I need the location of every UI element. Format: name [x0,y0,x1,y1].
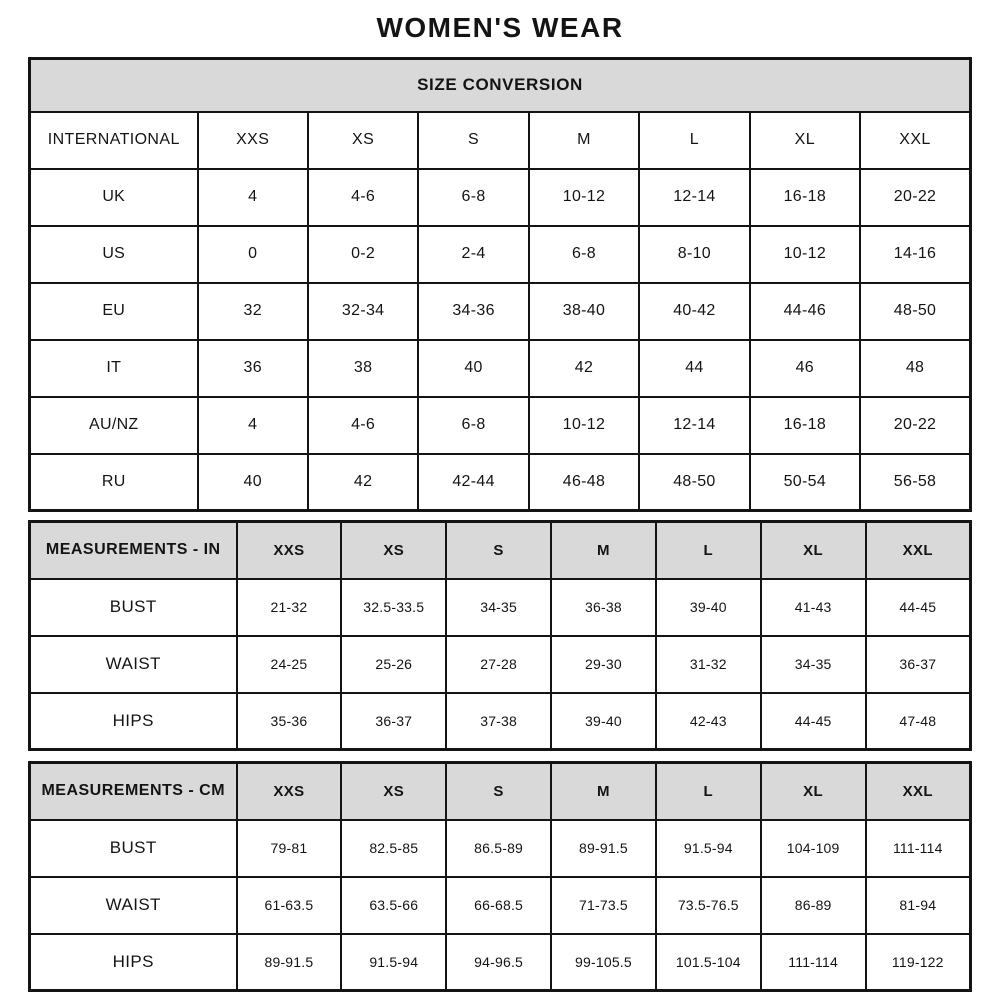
header-cell: XL [761,522,866,579]
value-cell: 42 [308,454,418,511]
value-cell: 10-12 [750,226,860,283]
header-cell: M [551,522,656,579]
table-header-row [30,763,971,820]
value-cell: 8-10 [639,226,749,283]
value-cell: 63.5-66 [341,877,446,934]
value-cell: 89-91.5 [551,820,656,877]
value-cell: 6-8 [418,397,528,454]
value-cell: 91.5-94 [656,820,761,877]
value-cell: 2-4 [418,226,528,283]
header-cell: M [551,763,656,820]
header-cell: XS [341,522,446,579]
row-label-cell: WAIST [30,636,237,693]
header-cell: XXL [866,763,971,820]
value-cell: 20-22 [860,397,970,454]
header-cell: S [446,763,551,820]
value-cell: 101.5-104 [656,934,761,991]
value-cell: 38-40 [529,283,639,340]
value-cell: 12-14 [639,169,749,226]
header-cell: XXS [237,522,342,579]
value-cell: 36 [198,340,308,397]
value-cell: 47-48 [866,693,971,750]
row-label-cell: AU/NZ [30,397,198,454]
header-cell: XXS [237,763,342,820]
table-row [30,820,971,877]
value-cell: 82.5-85 [341,820,446,877]
value-cell: 27-28 [446,636,551,693]
value-cell: 86.5-89 [446,820,551,877]
table-row [30,283,971,340]
value-cell: 38 [308,340,418,397]
value-cell: 4 [198,169,308,226]
table-title-row [30,59,971,112]
value-cell: 56-58 [860,454,970,511]
value-cell: 50-54 [750,454,860,511]
measurements-in-table [28,520,972,751]
value-cell: 4-6 [308,397,418,454]
value-cell: 89-91.5 [237,934,342,991]
value-cell: 35-36 [237,693,342,750]
table-header-row [30,112,971,169]
measurements-cm-table [28,761,972,992]
value-cell: 99-105.5 [551,934,656,991]
value-cell: 36-38 [551,579,656,636]
table-row [30,340,971,397]
value-cell: 16-18 [750,397,860,454]
value-cell: 32-34 [308,283,418,340]
size-conversion-table [28,57,972,512]
value-cell: 61-63.5 [237,877,342,934]
header-cell: L [656,522,761,579]
header-cell: MEASUREMENTS - CM [30,763,237,820]
value-cell: 31-32 [656,636,761,693]
header-cell: XXL [866,522,971,579]
value-cell: 37-38 [446,693,551,750]
value-cell: 66-68.5 [446,877,551,934]
value-cell: 40-42 [639,283,749,340]
value-cell: 91.5-94 [341,934,446,991]
table-row [30,636,971,693]
value-cell: 24-25 [237,636,342,693]
value-cell: 81-94 [866,877,971,934]
value-cell: 44 [639,340,749,397]
value-cell: 12-14 [639,397,749,454]
value-cell: 34-35 [446,579,551,636]
header-cell: L [656,763,761,820]
value-cell: 29-30 [551,636,656,693]
value-cell: 79-81 [237,820,342,877]
value-cell: 16-18 [750,169,860,226]
value-cell: 94-96.5 [446,934,551,991]
value-cell: 44-45 [866,579,971,636]
value-cell: 39-40 [656,579,761,636]
table-row [30,454,971,511]
value-cell: 10-12 [529,169,639,226]
table-row [30,579,971,636]
value-cell: 46-48 [529,454,639,511]
value-cell: 34-35 [761,636,866,693]
table-row [30,934,971,991]
header-cell: L [639,112,749,169]
header-cell: S [446,522,551,579]
value-cell: 41-43 [761,579,866,636]
header-cell: XS [341,763,446,820]
header-cell: M [529,112,639,169]
value-cell: 71-73.5 [551,877,656,934]
table-header-row [30,522,971,579]
value-cell: 25-26 [341,636,446,693]
table-row [30,169,971,226]
value-cell: 111-114 [761,934,866,991]
header-cell: XXL [860,112,970,169]
value-cell: 34-36 [418,283,528,340]
header-cell: MEASUREMENTS - IN [30,522,237,579]
row-label-cell: BUST [30,820,237,877]
value-cell: 39-40 [551,693,656,750]
value-cell: 20-22 [860,169,970,226]
value-cell: 6-8 [418,169,528,226]
value-cell: 32.5-33.5 [341,579,446,636]
table-row [30,693,971,750]
table-title: SIZE CONVERSION [30,59,971,112]
header-cell: XS [308,112,418,169]
value-cell: 14-16 [860,226,970,283]
value-cell: 119-122 [866,934,971,991]
value-cell: 4 [198,397,308,454]
row-label-cell: US [30,226,198,283]
table-row [30,397,971,454]
row-label-cell: UK [30,169,198,226]
row-label-cell: BUST [30,579,237,636]
value-cell: 6-8 [529,226,639,283]
value-cell: 44-45 [761,693,866,750]
value-cell: 48 [860,340,970,397]
value-cell: 42 [529,340,639,397]
table-row [30,877,971,934]
value-cell: 42-44 [418,454,528,511]
header-cell: XXS [198,112,308,169]
header-cell: XL [750,112,860,169]
value-cell: 48-50 [639,454,749,511]
value-cell: 48-50 [860,283,970,340]
value-cell: 73.5-76.5 [656,877,761,934]
value-cell: 40 [418,340,528,397]
value-cell: 86-89 [761,877,866,934]
header-cell: INTERNATIONAL [30,112,198,169]
row-label-cell: EU [30,283,198,340]
row-label-cell: WAIST [30,877,237,934]
value-cell: 0-2 [308,226,418,283]
value-cell: 4-6 [308,169,418,226]
value-cell: 36-37 [866,636,971,693]
table-row [30,226,971,283]
value-cell: 111-114 [866,820,971,877]
header-cell: S [418,112,528,169]
value-cell: 32 [198,283,308,340]
row-label-cell: HIPS [30,934,237,991]
page-title: WOMEN'S WEAR [376,12,624,43]
value-cell: 10-12 [529,397,639,454]
value-cell: 21-32 [237,579,342,636]
value-cell: 46 [750,340,860,397]
value-cell: 104-109 [761,820,866,877]
value-cell: 0 [198,226,308,283]
page [28,0,972,992]
value-cell: 42-43 [656,693,761,750]
header-cell: XL [761,763,866,820]
value-cell: 44-46 [750,283,860,340]
value-cell: 36-37 [341,693,446,750]
value-cell: 40 [198,454,308,511]
row-label-cell: HIPS [30,693,237,750]
row-label-cell: IT [30,340,198,397]
row-label-cell: RU [30,454,198,511]
